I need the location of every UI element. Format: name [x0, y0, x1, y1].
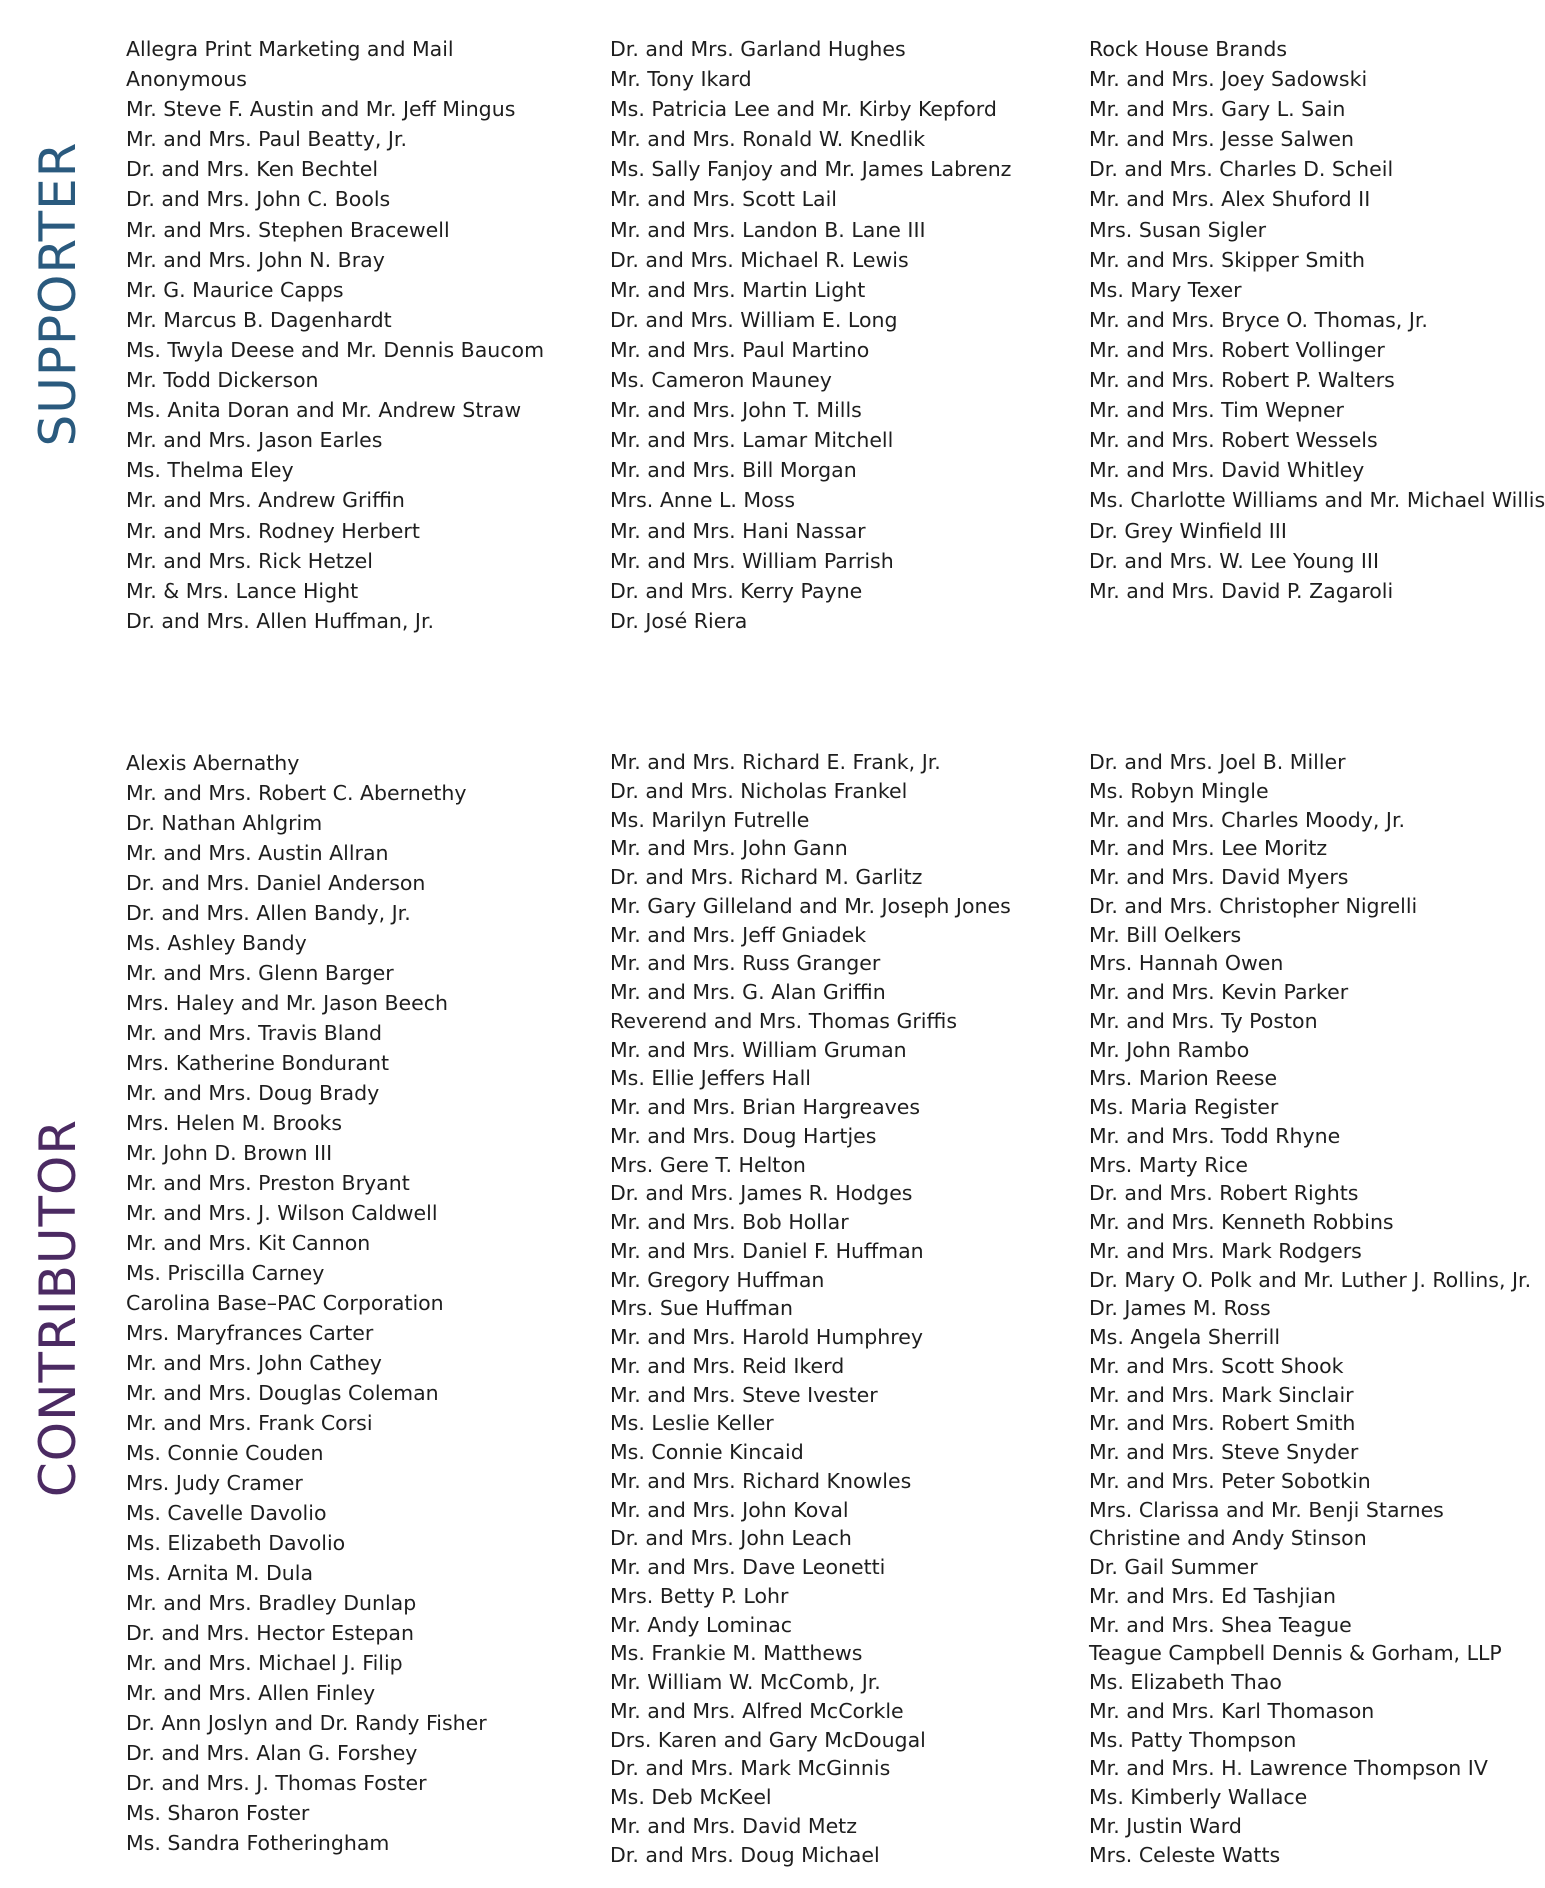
supporter-column-1: [126, 34, 544, 636]
supporter-column-3: [1089, 34, 1545, 606]
donor-name: Ms. Charlotte Williams and Mr. Michael Willis: [1089, 488, 1545, 513]
donor-name: Mr. and Mrs. Scott Shook: [1089, 1353, 1344, 1378]
donor-name: Mrs. Haley and Mr. Jason Beech: [126, 991, 449, 1015]
donor-name: Ms. Elizabeth Davolio: [126, 1531, 346, 1555]
donor-name: Ms. Mary Texer: [1089, 277, 1242, 302]
donor-name: Mr. & Mrs. Lance Hight: [126, 578, 359, 603]
donor-name: Mr. and Mrs. Gary L. Sain: [1089, 97, 1346, 122]
donor-name: Mr. and Mrs. Frank Corsi: [126, 1411, 373, 1435]
donor-name: Mr. John D. Brown III: [126, 1141, 333, 1165]
donor-name: Dr. and Mrs. John C. Bools: [126, 187, 391, 212]
donor-name: Mr. and Mrs. John Gann: [610, 836, 848, 861]
donor-name: Dr. and Mrs. Allen Bandy, Jr.: [126, 901, 411, 925]
donor-name: Dr. and Mrs. Garland Hughes: [610, 37, 906, 61]
donor-name: Alexis Abernathy: [126, 751, 300, 775]
donor-name: Mrs. Maryfrances Carter: [126, 1321, 374, 1345]
donor-name: Mr. and Mrs. H. Lawrence Thompson IV: [1089, 1756, 1488, 1781]
donor-name: Reverend and Mrs. Thomas Griffis: [610, 1008, 957, 1033]
donor-name: Mr. and Mrs. Hani Nassar: [610, 518, 866, 543]
donor-name: Ms. Priscilla Carney: [126, 1261, 325, 1285]
donor-name: Ms. Anita Doran and Mr. Andrew Straw: [126, 398, 522, 423]
donor-name: Mr. and Mrs. Lee Moritz: [1089, 836, 1328, 861]
donor-name: Ms. Angela Sherrill: [1089, 1325, 1281, 1349]
donor-name: Mr. and Mrs. Bill Morgan: [610, 458, 857, 483]
supporter-column-2: [610, 34, 1011, 636]
donor-name: Mr. Tony Ikard: [610, 67, 752, 92]
donor-name: Mr. Todd Dickerson: [126, 368, 319, 393]
donor-name: Dr. and Mrs. Michael R. Lewis: [610, 247, 909, 272]
donor-name: Mr. and Mrs. Stephen Bracewell: [126, 217, 450, 242]
donor-name: Mr. and Mrs. Robert Smith: [1089, 1411, 1356, 1436]
donor-name: Ms. Robyn Mingle: [1089, 778, 1269, 803]
donor-name: Mr. and Mrs. Steve Snyder: [1089, 1440, 1359, 1464]
donor-name: Ms. Sandra Fotheringham: [126, 1831, 390, 1855]
donor-name: Mr. and Mrs. Harold Humphrey: [610, 1325, 924, 1349]
donor-name: Mr. and Mrs. Steve Ivester: [610, 1382, 878, 1407]
donor-name: Mr. and Mrs. Austin Allran: [126, 841, 389, 865]
donor-name: Teague Campbell Dennis & Gorham, LLP: [1089, 1641, 1502, 1666]
donor-name: Christine and Andy Stinson: [1089, 1526, 1367, 1551]
donor-name: Dr. and Mrs. Alan G. Forshey: [126, 1741, 418, 1765]
donor-name: Mr. and Mrs. Allen Finley: [126, 1681, 376, 1705]
donor-name: Mr. and Mrs. Robert Vollinger: [1089, 337, 1385, 362]
donor-name: Mr. Justin Ward: [1089, 1813, 1242, 1838]
donor-name: Dr. and Mrs. William E. Long: [610, 307, 898, 332]
donor-name: Mr. John Rambo: [1089, 1037, 1250, 1062]
donor-name: Rock House Brands: [1089, 37, 1288, 61]
donor-name: Mrs. Judy Cramer: [126, 1471, 303, 1495]
donor-name: Mr. and Mrs. Todd Rhyne: [1089, 1123, 1341, 1148]
donor-name: Mr. and Mrs. William Gruman: [610, 1037, 907, 1062]
donor-name: Mr. and Mrs. Bob Hollar: [610, 1210, 849, 1234]
donor-name: Mr. and Mrs. William Parrish: [610, 548, 894, 573]
donor-name: Mr. and Mrs. Glenn Barger: [126, 961, 394, 985]
donor-name: Dr. Grey Winfield III: [1089, 518, 1287, 543]
donor-name: Mr. and Mrs. Paul Beatty, Jr.: [126, 127, 407, 152]
donor-name: Ms. Marilyn Futrelle: [610, 807, 810, 832]
donor-name: Dr. and Mrs. Joel B. Miller: [1089, 750, 1346, 774]
donor-name: Mrs. Marion Reese: [1089, 1066, 1278, 1091]
donor-name: Mr. and Mrs. Jeff Gniadek: [610, 922, 867, 947]
donor-name: Mrs. Clarissa and Mr. Benji Starnes: [1089, 1497, 1444, 1522]
supporter-section: [0, 34, 1545, 654]
donor-name: Mr. and Mrs. Jesse Salwen: [1089, 127, 1354, 152]
donor-name: Mr. and Mrs. Tim Wepner: [1089, 398, 1344, 423]
donor-name: Mr. and Mrs. John N. Bray: [126, 247, 385, 272]
donor-name: Mr. and Mrs. John T. Mills: [610, 398, 862, 423]
contributor-column-2: [610, 748, 1011, 1869]
donor-name: Mr. and Mrs. Ty Poston: [1089, 1008, 1318, 1033]
donor-name: Mr. and Mrs. Alex Shuford II: [1089, 187, 1371, 212]
donor-name: Mr. and Mrs. Doug Brady: [126, 1081, 380, 1105]
donor-name: Mr. and Mrs. Dave Leonetti: [610, 1555, 886, 1579]
donor-name: Ms. Patty Thompson: [1089, 1727, 1297, 1752]
donor-name: Mr. Gary Gilleland and Mr. Joseph Jones: [610, 893, 1011, 918]
donor-name: Dr. James M. Ross: [1089, 1296, 1271, 1321]
donor-name: Ms. Sharon Foster: [126, 1801, 310, 1825]
donor-name: Dr. Gail Summer: [1089, 1555, 1258, 1579]
donor-name: Dr. and Mrs. Richard M. Garlitz: [610, 865, 923, 889]
donor-name: Mr. and Mrs. Shea Teague: [1089, 1612, 1352, 1637]
donor-name: Mr. and Mrs. Alfred McCorkle: [610, 1698, 904, 1723]
donor-name: Mr. and Mrs. Kenneth Robbins: [1089, 1210, 1394, 1234]
donor-name: Mr. and Mrs. Robert Wessels: [1089, 428, 1378, 453]
donor-name: Mr. and Mrs. David Whitley: [1089, 458, 1365, 483]
donor-name: Mr. and Mrs. Reid Ikerd: [610, 1353, 845, 1378]
donor-name: Mr. and Mrs. Mark Sinclair: [1089, 1382, 1354, 1407]
donor-name: Ms. Kimberly Wallace: [1089, 1785, 1308, 1809]
donor-name: Mr. and Mrs. Jason Earles: [126, 428, 383, 453]
donor-name: Mr. and Mrs. Daniel F. Huffman: [610, 1238, 924, 1263]
donor-name: Mr. and Mrs. David Metz: [610, 1813, 857, 1838]
donor-name: Mrs. Celeste Watts: [1089, 1842, 1281, 1867]
donor-name: Dr. and Mrs. Charles D. Scheil: [1089, 157, 1394, 182]
donor-name: Mr. and Mrs. Russ Granger: [610, 951, 881, 976]
donor-name: Mr. and Mrs. David P. Zagaroli: [1089, 578, 1394, 603]
donor-name: Dr. and Mrs. J. Thomas Foster: [126, 1771, 427, 1795]
donor-name: Dr. and Mrs. Robert Rights: [1089, 1181, 1359, 1206]
donor-name: Ms. Patricia Lee and Mr. Kirby Kepford: [610, 97, 997, 122]
donor-name: Mr. and Mrs. Charles Moody, Jr.: [1089, 807, 1406, 832]
donor-name: Mr. and Mrs. John Cathey: [126, 1351, 382, 1375]
donor-name: Mr. and Mrs. Brian Hargreaves: [610, 1095, 921, 1119]
donor-name: Mrs. Katherine Bondurant: [126, 1051, 389, 1075]
donor-name: Mr. and Mrs. Doug Hartjes: [610, 1123, 877, 1148]
donor-name: Mr. and Mrs. Robert P. Walters: [1089, 368, 1395, 393]
donor-name: Mr. and Mrs. Joey Sadowski: [1089, 67, 1368, 92]
donor-name: Mr. and Mrs. Kit Cannon: [126, 1231, 371, 1255]
donor-name: Mrs. Hannah Owen: [1089, 951, 1284, 976]
donor-name: Mr. and Mrs. Mark Rodgers: [1089, 1238, 1362, 1263]
donor-name: Mr. and Mrs. Ed Tashjian: [1089, 1583, 1336, 1608]
donor-name: Ms. Twyla Deese and Mr. Dennis Baucom: [126, 337, 545, 362]
donor-name: Mr. and Mrs. Karl Thomason: [1089, 1698, 1375, 1723]
donor-name: Ms. Frankie M. Matthews: [610, 1641, 863, 1666]
donor-name: Mr. and Mrs. John Koval: [610, 1497, 849, 1522]
donor-name: Mrs. Anne L. Moss: [610, 488, 796, 513]
donor-name: Carolina Base–PAC Corporation: [126, 1291, 444, 1315]
donor-name: Mrs. Gere T. Helton: [610, 1152, 806, 1177]
donor-name: Mr. and Mrs. Travis Bland: [126, 1021, 383, 1045]
donor-name: Mr. and Mrs. Andrew Griffin: [126, 488, 405, 513]
donor-name: Mr. and Mrs. Richard Knowles: [610, 1468, 912, 1493]
donor-name: Ms. Thelma Eley: [126, 458, 294, 483]
donor-name: Mrs. Marty Rice: [1089, 1152, 1249, 1177]
contributor-section: [0, 748, 1545, 1878]
donor-name: Allegra Print Marketing and Mail: [126, 37, 454, 61]
donor-name: Ms. Ashley Bandy: [126, 931, 307, 955]
donor-name: Mr. and Mrs. Martin Light: [610, 277, 866, 302]
donor-name: Ms. Ellie Jeffers Hall: [610, 1066, 811, 1091]
donor-name: Mr. Gregory Huffman: [610, 1267, 825, 1292]
donor-name: Ms. Elizabeth Thao: [1089, 1670, 1282, 1694]
donor-name: Mr. and Mrs. Peter Sobotkin: [1089, 1468, 1371, 1493]
donor-name: Mr. William W. McComb, Jr.: [610, 1670, 881, 1694]
contributor-column-3: [1089, 748, 1531, 1869]
donor-name: Dr. José Riera: [610, 608, 748, 633]
donor-name: Anonymous: [126, 67, 247, 92]
donor-name: Mr. and Mrs. Richard E. Frank, Jr.: [610, 750, 941, 774]
donor-name: Ms. Arnita M. Dula: [126, 1561, 314, 1585]
donor-name: Dr. and Mrs. Christopher Nigrelli: [1089, 893, 1418, 918]
donor-name: Mr. and Mrs. Lamar Mitchell: [610, 428, 894, 453]
donor-name: Mr. and Mrs. Rodney Herbert: [126, 518, 420, 543]
donor-name: Mr. and Mrs. Skipper Smith: [1089, 247, 1366, 272]
donor-name: Mr. and Mrs. Rick Hetzel: [126, 548, 373, 573]
donor-name: Ms. Cavelle Davolio: [126, 1501, 327, 1525]
donor-name: Mr. Marcus B. Dagenhardt: [126, 307, 392, 332]
donor-name: Mrs. Sue Huffman: [610, 1296, 794, 1321]
donor-name: Ms. Sally Fanjoy and Mr. James Labrenz: [610, 157, 1012, 182]
donor-name: Mrs. Helen M. Brooks: [126, 1111, 343, 1135]
donor-name: Ms. Leslie Keller: [610, 1411, 774, 1436]
contributor-column-1: [126, 748, 487, 1858]
donor-name: Dr. and Mrs. Mark McGinnis: [610, 1756, 891, 1781]
donor-name: Mr. and Mrs. J. Wilson Caldwell: [126, 1201, 438, 1225]
donor-name: Mr. Andy Lominac: [610, 1612, 793, 1637]
donor-name: Mr. Bill Oelkers: [1089, 922, 1242, 947]
donor-name: Mrs. Susan Sigler: [1089, 217, 1267, 242]
donor-name: Dr. and Mrs. Kerry Payne: [610, 578, 863, 603]
donor-name: Mr. and Mrs. Scott Lail: [610, 187, 837, 212]
donor-name: Mr. and Mrs. Michael J. Filip: [126, 1651, 403, 1675]
donor-name: Ms. Cameron Mauney: [610, 368, 832, 393]
donor-name: Dr. Mary O. Polk and Mr. Luther J. Rollins, Jr.: [1089, 1267, 1532, 1292]
supporter-heading: SUPPORTER: [29, 141, 87, 447]
donor-name: Mr. and Mrs. Bryce O. Thomas, Jr.: [1089, 307, 1428, 332]
donor-name: Ms. Maria Register: [1089, 1095, 1279, 1119]
donor-name: Dr. and Mrs. Doug Michael: [610, 1842, 880, 1867]
donor-name: Ms. Connie Couden: [126, 1441, 324, 1465]
donor-name: Mr. and Mrs. Preston Bryant: [126, 1171, 410, 1195]
donor-name: Mr. and Mrs. Douglas Coleman: [126, 1381, 439, 1405]
donor-name: Dr. and Mrs. Hector Estepan: [126, 1621, 414, 1645]
contributor-heading: CONTRIBUTOR: [29, 1118, 87, 1498]
donor-name: Mr. and Mrs. Bradley Dunlap: [126, 1591, 417, 1615]
donor-name: Dr. and Mrs. James R. Hodges: [610, 1181, 913, 1206]
donor-name: Mr. and Mrs. G. Alan Griffin: [610, 980, 886, 1004]
donor-name: Mr. and Mrs. Robert C. Abernethy: [126, 781, 467, 805]
donor-name: Mr. and Mrs. David Myers: [1089, 865, 1349, 889]
donor-name: Dr. Nathan Ahlgrim: [126, 811, 323, 835]
donor-name: Mr. and Mrs. Landon B. Lane III: [610, 217, 926, 242]
donor-name: Mr. and Mrs. Kevin Parker: [1089, 980, 1349, 1004]
donor-name: Dr. and Mrs. Allen Huffman, Jr.: [126, 608, 435, 633]
donor-name: Drs. Karen and Gary McDougal: [610, 1727, 926, 1752]
donor-name: Mrs. Betty P. Lohr: [610, 1583, 789, 1608]
donor-name: Mr. Steve F. Austin and Mr. Jeff Mingus: [126, 97, 516, 122]
donor-name: Dr. and Mrs. Ken Bechtel: [126, 157, 379, 182]
donor-name: Dr. and Mrs. W. Lee Young III: [1089, 548, 1380, 573]
donor-name: Ms. Connie Kincaid: [610, 1440, 804, 1464]
donor-name: Mr. and Mrs. Ronald W. Knedlik: [610, 127, 926, 152]
donor-name: Ms. Deb McKeel: [610, 1785, 772, 1809]
donor-name: Dr. and Mrs. John Leach: [610, 1526, 852, 1551]
donor-name: Dr. Ann Joslyn and Dr. Randy Fisher: [126, 1711, 487, 1735]
donor-name: Mr. G. Maurice Capps: [126, 277, 344, 302]
donor-name: Dr. and Mrs. Nicholas Frankel: [610, 778, 908, 803]
donor-name: Mr. and Mrs. Paul Martino: [610, 337, 870, 362]
donor-name: Dr. and Mrs. Daniel Anderson: [126, 871, 426, 895]
